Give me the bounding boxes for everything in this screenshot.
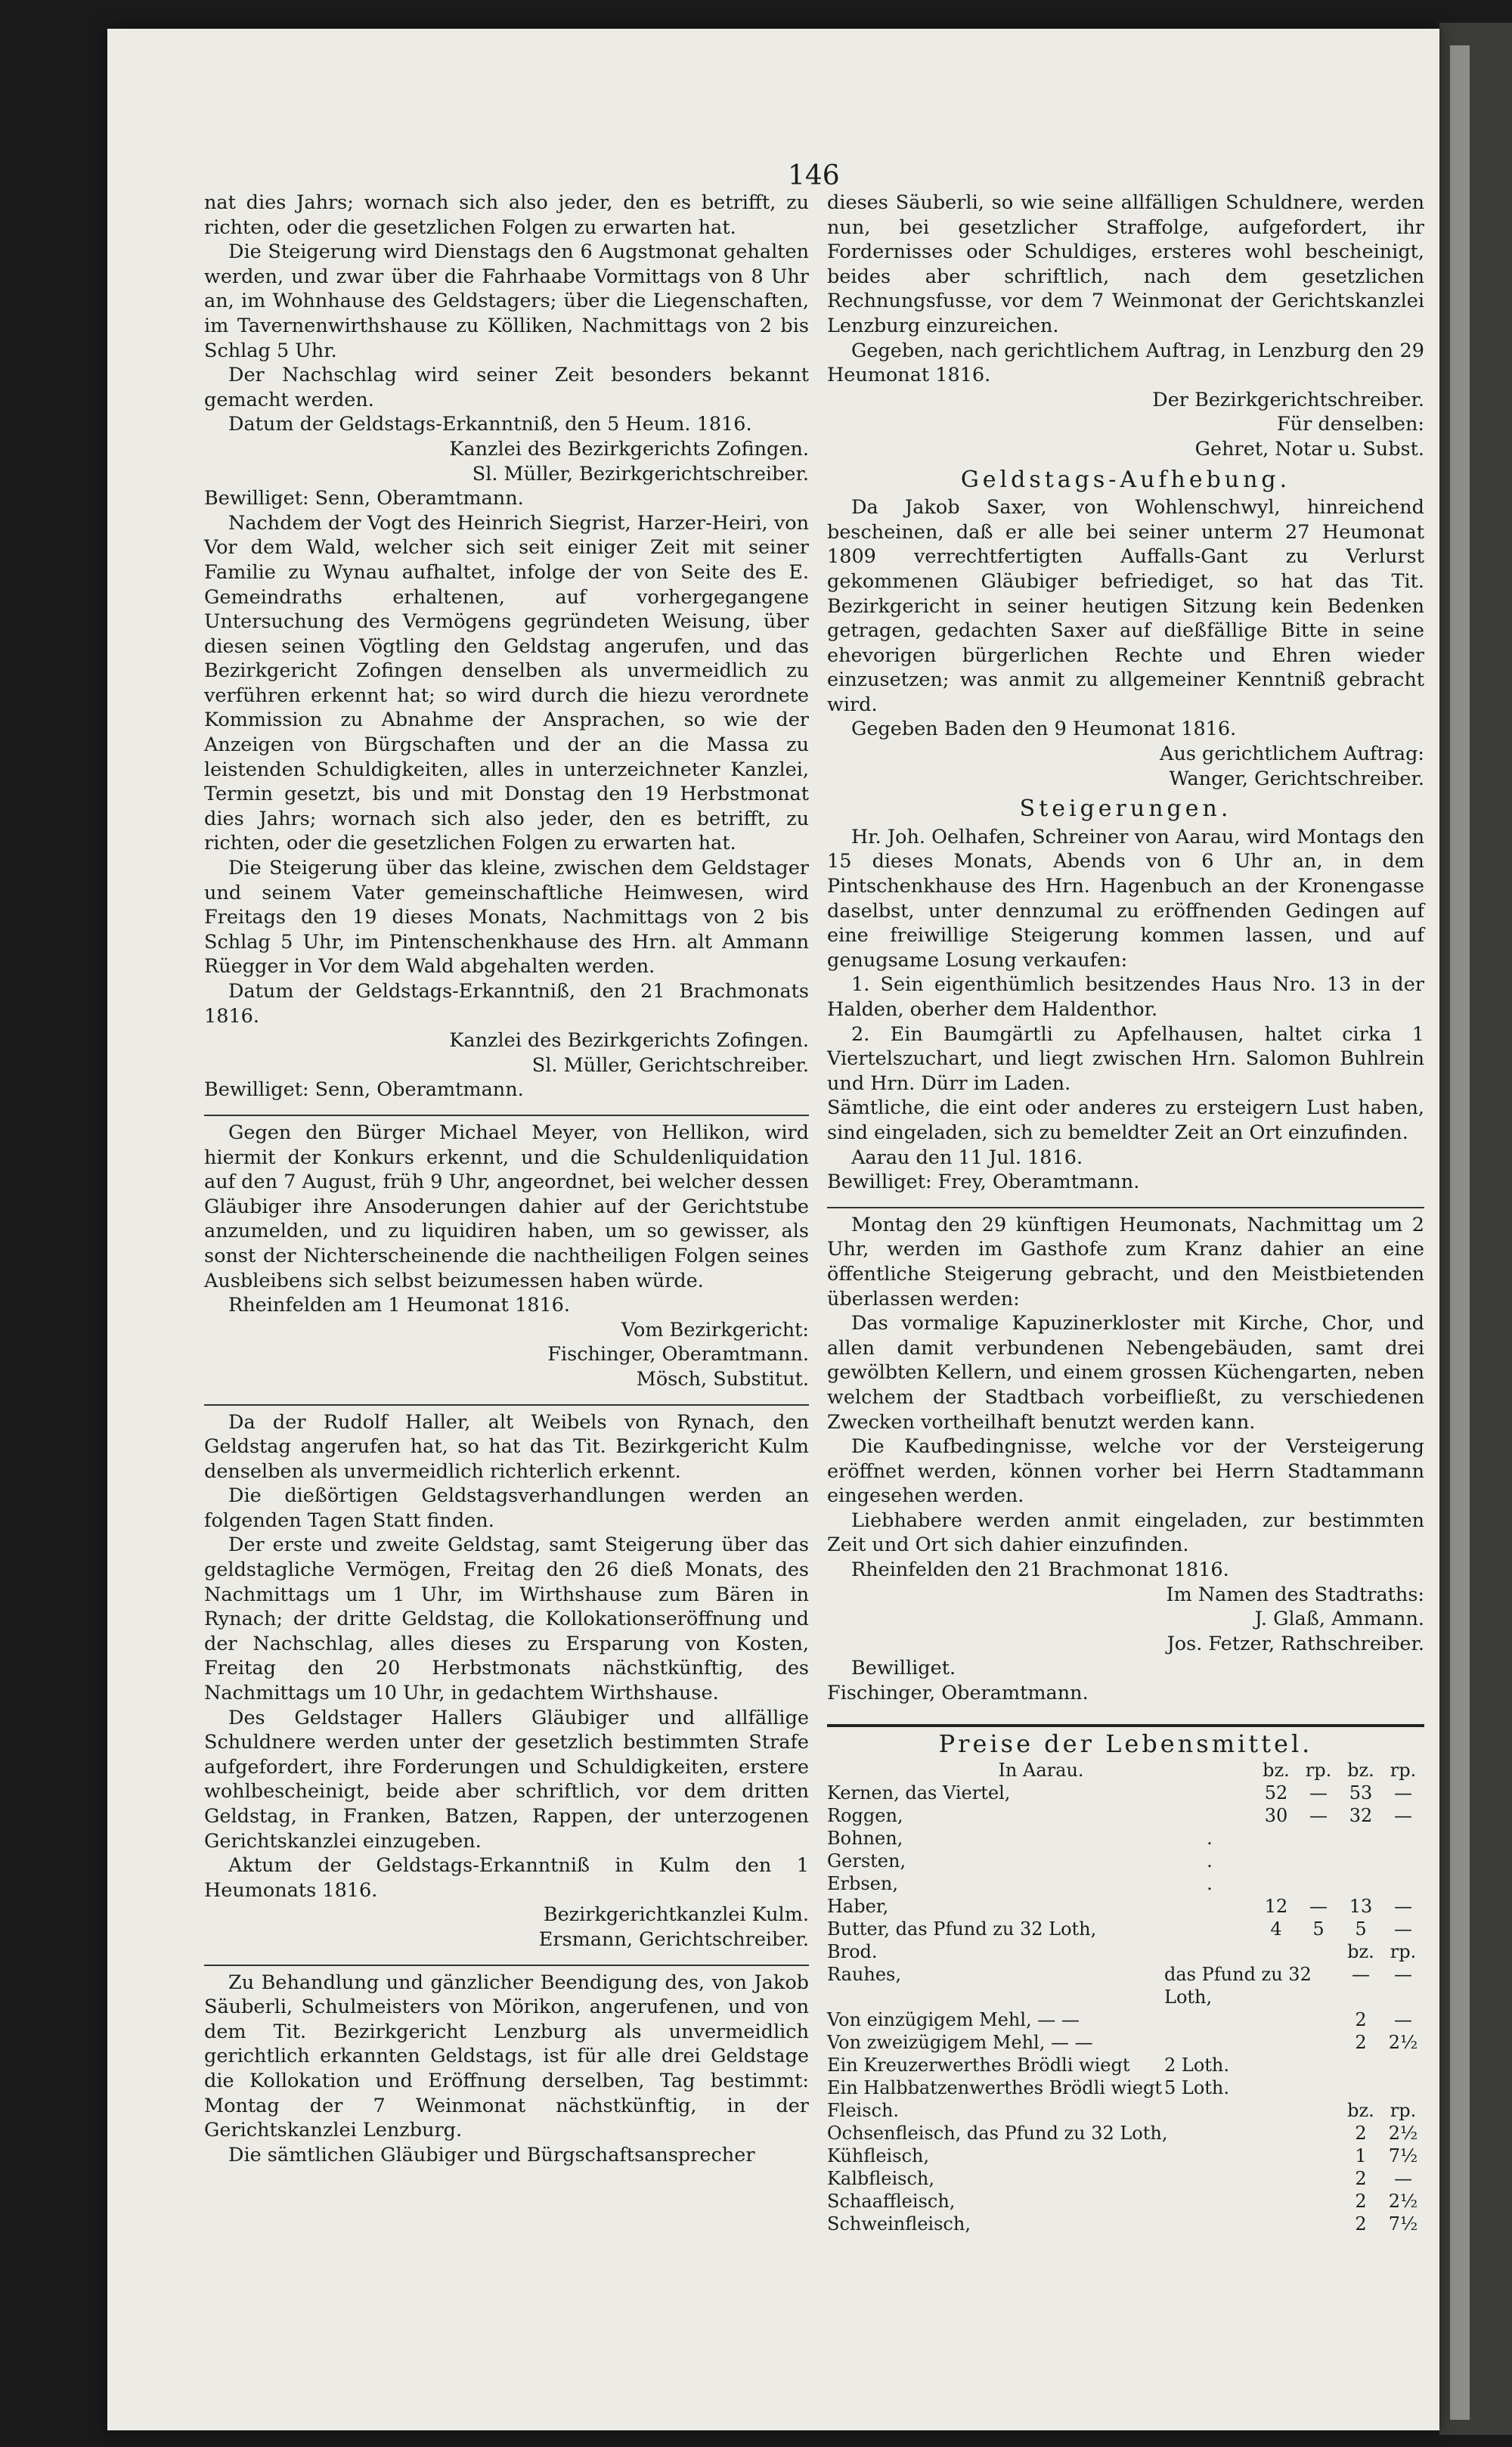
adjacent-page-strip	[1450, 45, 1470, 2420]
signature-line: Bezirkgerichtkanzlei Kulm.	[543, 1903, 809, 1927]
paragraph: Zu Behandlung und gänzlicher Beendigung des, von Jakob Säuberli, Schulmeisters von Mörikon, angerufenen, und von dem Tit. Bezirkgericht Lenzburg als unvermeidlich gerichtlich erkannten Geldstags, ist für alle drei Geldstage die Kollokation und Eröffnung derselben, Tag bestimmt: Montag der 7 Weinmonat nächstkünftig, in der Gerichtskanzlei Lenzburg.	[204, 1971, 809, 2142]
paragraph: Bewilliget.	[851, 1657, 956, 1680]
price-value: 2	[1355, 2123, 1367, 2145]
paragraph: Rheinfelden am 1 Heumonat 1816.	[228, 1294, 571, 1317]
column-header: rp.	[1305, 1760, 1332, 1782]
price-item: Haber,	[827, 1896, 889, 1918]
price-value: 13	[1349, 1896, 1373, 1918]
paragraph: Bewilliget: Frey, Oberamtmann.	[827, 1171, 1140, 1194]
column-header: rp.	[1390, 1760, 1417, 1782]
column-header: bz.	[1347, 2100, 1374, 2122]
signature-line: J. Glaß, Ammann.	[1254, 1608, 1424, 1631]
table-row	[827, 2190, 1424, 2213]
price-item-extra: 2 Loth.	[1164, 2055, 1230, 2076]
table-row	[827, 1759, 1424, 1782]
paragraph: Aarau den 11 Jul. 1816.	[851, 1146, 1083, 1169]
price-value	[1255, 1872, 1297, 1895]
price-value: 2½	[1388, 2191, 1418, 2213]
price-value	[1255, 1827, 1297, 1850]
paragraph: Die Steigerung über das kleine, zwischen dem Geldstager und seinem Vater gemeinschaftliche Heimwesen, wird Freitags den 19 dieses Monats, Nachmittags von 2 bis Schlag 5 Uhr, im Pintenschenkhause des Hrn. alt Ammann Rüegger in Vor dem Wald abgehalten werden.	[204, 857, 809, 978]
separator-rule	[827, 1207, 1424, 1208]
paragraph: Gegeben Baden den 9 Heumonat 1816.	[851, 718, 1237, 741]
signature-line: Fischinger, Oberamtmann.	[547, 1343, 809, 1366]
price-item: Gersten,	[827, 1850, 906, 1872]
paragraph: Sämtliche, die eint oder anderes zu ersteigern Lust haben, sind eingeladen, sich zu bemeldter Zeit an Ort einzufinden.	[827, 1096, 1424, 1144]
leader-dot	[1164, 1782, 1255, 1804]
price-value: —	[1394, 1782, 1412, 1804]
price-value	[1382, 1872, 1424, 1895]
signature-line: Ersmann, Gerichtschreiber.	[538, 1928, 809, 1951]
price-value	[1382, 1850, 1424, 1872]
price-value: —	[1394, 2168, 1412, 2190]
price-value: 4	[1270, 1918, 1282, 1940]
leader-dot: .	[1207, 1873, 1213, 1895]
price-value: 5	[1312, 1918, 1325, 1940]
price-item: Schweinfleisch,	[827, 2213, 971, 2235]
paragraph: Fischinger, Oberamtmann.	[827, 1682, 1089, 1705]
price-value	[1340, 1827, 1382, 1850]
column-header: bz.	[1263, 1760, 1290, 1782]
signature-line: Kanzlei des Bezirkgerichts Zofingen.	[449, 1029, 809, 1053]
price-item: Schaaffleisch,	[827, 2191, 956, 2213]
signature-line: Wanger, Gerichtschreiber.	[1169, 767, 1424, 790]
price-value: 2½	[1388, 2032, 1418, 2054]
table-row	[827, 2031, 1424, 2054]
price-value: —	[1394, 2009, 1412, 2031]
paragraph: Datum der Geldstags-Erkanntniß, den 21 Brachmonats 1816.	[204, 980, 809, 1028]
price-item-extra	[1164, 2031, 1340, 2054]
price-value: 7½	[1388, 2145, 1418, 2167]
price-value: 5	[1355, 1918, 1367, 1940]
paragraph: Montag den 29 künftigen Heumonats, Nachmittag um 2 Uhr, werden im Gasthofe zum Kranz dahier an eine öffentliche Steigerung gebracht, und den Meistbietenden überlassen werden:	[827, 1213, 1424, 1310]
table-row	[827, 2167, 1424, 2190]
paragraph: nat dies Jahrs; wornach sich also jeder, den es betrifft, zu richten, oder die gesetzlichen Folgen zu erwarten hat.	[204, 191, 809, 239]
signature-line: Gehret, Notar u. Subst.	[1194, 437, 1424, 461]
price-value: —	[1394, 1964, 1412, 1986]
price-value: 30	[1264, 1805, 1288, 1827]
table-row	[827, 2054, 1424, 2076]
paragraph: Gegeben, nach gerichtlichem Auftrag, in Lenzburg den 29 Heumonat 1816.	[827, 339, 1424, 387]
price-value	[1382, 2054, 1424, 2076]
price-value	[1255, 1850, 1297, 1872]
table-row	[827, 1963, 1424, 2008]
price-value	[1297, 1872, 1340, 1895]
table-row	[827, 1940, 1424, 1963]
leader-dot	[1164, 1804, 1255, 1827]
table-row	[827, 2122, 1424, 2145]
spacer	[1297, 1940, 1340, 1963]
price-item: Bohnen,	[827, 1828, 903, 1850]
price-item: Butter, das Pfund zu 32 Loth,	[827, 1918, 1097, 1940]
paragraph: Des Geldstager Hallers Gläubiger und allfällige Schuldnere werden unter der gesetzlich bestimmten Strafe aufgefordert, ihre Forderungen und Schuldigkeiten, erstere wohlbescheinigt, beide aber schriftlich, vor dem dritten Geldstag, in Franken, Batzen, Rappen, der unterzogenen Gerichtskanzlei einzugeben.	[204, 1706, 809, 1853]
column-header: rp.	[1390, 1941, 1417, 1963]
price-item: Ein Kreuzerwerthes Brödli wiegt	[827, 2055, 1130, 2076]
signature-line: Kanzlei des Bezirkgerichts Zofingen.	[449, 437, 809, 461]
paragraph: Datum der Geldstags-Erkanntniß, den 5 Heum. 1816.	[228, 413, 752, 436]
paragraph: Die Kaufbedingnisse, welche vor der Versteigerung eröffnet werden, können vorher bei Herrn Stadtammann eingesehen werden.	[827, 1435, 1424, 1508]
price-item: Kernen, das Viertel,	[827, 1782, 1011, 1804]
signature-line: Sl. Müller, Bezirkgerichtschreiber.	[472, 462, 809, 485]
paragraph: Die dießörtigen Geldstagsverhandlungen werden an folgenden Tagen Statt finden.	[204, 1484, 809, 1532]
price-value: 2½	[1388, 2123, 1418, 2145]
paragraph: Aktum der Geldstags-Erkanntniß in Kulm den 1 Heumonats 1816.	[204, 1854, 809, 1902]
price-value: 1	[1355, 2145, 1367, 2167]
prices-title: Preise der Lebensmittel.	[938, 1729, 1313, 1758]
column-header: bz.	[1347, 1760, 1374, 1782]
price-item: Kühfleisch,	[827, 2145, 930, 2167]
paragraph: Nachdem der Vogt des Heinrich Siegrist, Harzer-Heiri, von Vor dem Wald, welcher sich seit einiger Zeit mit seiner Familie zu Wynau aufhaltet, infolge der von Seite des E. Gemeindraths erhaltenen, auf vorhergegangene Untersuchung des Vermögens gegründeten Weisung, über diesen seinen Vögtling den Geldstag angerufen, und das Bezirkgericht Zofingen denselben als unvermeidlich zu verführen erkennt hat; so wird durch die hiezu verordnete Kommission zu Abnahme der Ansprachen, so wie der Anzeigen von Bürgschaften und der an die Massa zu leistenden Schuldigkeiten, alles in unterzeichneter Kanzlei, Termin gesetzt, bis und mit Donstag den 19 Herbstmonat dies Jahrs; wornach sich also jeder, den es betrifft, zu richten, oder die gesetzlichen Folgen zu erwarten hat.	[204, 511, 809, 855]
section-heading: Steigerungen.	[1019, 796, 1232, 823]
paragraph: 1. Sein eigenthümlich besitzendes Haus Nro. 13 in der Halden, oberher dem Haldenthor.	[827, 973, 1424, 1021]
right-column-text	[827, 191, 1424, 1706]
signature-line: Sl. Müller, Gerichtschreiber.	[531, 1053, 809, 1077]
prices-place: In Aarau.	[998, 1760, 1084, 1782]
paragraph: Die Steigerung wird Dienstags den 6 Augstmonat gehalten werden, und zwar über die Fahrhaabe Vormittags von 8 Uhr an, im Wohnhause des Geldstagers; über die Liegenschaften, im Tavernenwirthshause zu Kölliken, Nachmittags von 2 bis Schlag 5 Uhr.	[204, 240, 809, 362]
price-item: Von einzügigem Mehl, — —	[827, 2009, 1080, 2031]
signature-line: Im Namen des Stadtraths:	[1166, 1583, 1424, 1606]
price-item-extra: 5 Loth.	[1164, 2077, 1230, 2099]
price-value: —	[1309, 1782, 1328, 1804]
table-row	[827, 2145, 1424, 2167]
prices-table	[827, 1759, 1424, 2235]
meat-label: Fleisch.	[827, 2100, 900, 2122]
leader-dot: .	[1207, 1828, 1213, 1850]
table-row	[827, 1827, 1424, 1850]
price-value: —	[1394, 1896, 1412, 1918]
price-value	[1297, 1827, 1340, 1850]
spacer	[1255, 2099, 1297, 2122]
price-value	[1340, 2076, 1382, 2099]
table-row	[827, 1804, 1424, 1827]
left-column	[204, 191, 809, 2167]
price-value: 2	[1355, 2032, 1367, 2054]
paragraph: dieses Säuberli, so wie seine allfälligen Schuldnere, werden nun, bei gesetzlicher Straffolge, aufgefordert, ihr Fordernisses oder Schuldiges, ersteres wohl bescheinigt, beides aber schriftlich, nach dem gesetzlichen Rechnungsfusse, vor dem 7 Weinmonat der Gerichtskanzlei Lenzburg einzureichen.	[827, 191, 1424, 337]
table-row	[827, 1850, 1424, 1872]
column-header: bz.	[1347, 1941, 1374, 1963]
price-value	[1340, 2054, 1382, 2076]
paragraph: Das vormalige Kapuzinerkloster mit Kirche, Chor, und allen damit verbundenen Nebengebäuden, samt drei gewölbten Kellern, und einem grossen Küchengarten, neben welchem der Stadtbach vorbeifließt, zu verschiedenen Zwecken vortheilhaft benutzt werden kann.	[827, 1312, 1424, 1434]
separator-rule	[204, 1965, 809, 1966]
price-item: Ein Halbbatzenwerthes Brödli wiegt	[827, 2077, 1162, 2099]
price-item-extra	[1164, 2008, 1340, 2031]
price-item: Erbsen,	[827, 1873, 898, 1895]
paragraph: Bewilliget: Senn, Oberamtmann.	[204, 487, 524, 510]
right-column	[827, 191, 1424, 2235]
signature-line: Vom Bezirkgericht:	[621, 1318, 809, 1341]
paragraph: Die sämtlichen Gläubiger und Bürgschaftsansprecher	[228, 2143, 755, 2166]
price-value: 2	[1355, 2009, 1367, 2031]
section-heading: Geldstags-Aufhebung.	[960, 466, 1291, 493]
price-item: Von zweizügigem Mehl, — —	[827, 2032, 1093, 2054]
table-row	[827, 2213, 1424, 2235]
price-value: 52	[1264, 1782, 1288, 1804]
price-value	[1297, 1850, 1340, 1872]
paragraph: Da der Rudolf Haller, alt Weibels von Rynach, den Geldstag angerufen hat, so hat das Tit. Bezirkgericht Kulm denselben als unvermeidlich richterlich erkennt.	[204, 1410, 809, 1483]
signature-line: Der Bezirkgerichtschreiber.	[1152, 388, 1424, 411]
price-item: Kalbfleisch,	[827, 2168, 935, 2190]
table-row	[827, 1918, 1424, 1940]
leader-dot	[1164, 1918, 1255, 1940]
signature-line: Aus gerichtlichem Auftrag:	[1160, 743, 1424, 766]
paragraph: Der erste und zweite Geldstag, samt Steigerung über das geldstagliche Vermögen, Freitag den 26 dieß Monats, des Nachmittags um 1 Uhr, im Wirthshause zum Bären in Rynach; der dritte Geldstag, die Kollokationseröffnung und der Nachschlag, alles dieses zu Ersparung von Kosten, Freitag den 20 Herbstmonats nächstkünftig, des Nachmittags um 10 Uhr, in gedachtem Wirthshause.	[204, 1534, 809, 1705]
signature-line: Für denselben:	[1276, 413, 1424, 436]
spacer	[1164, 1940, 1255, 1963]
table-row	[827, 1872, 1424, 1895]
price-item-extra: das Pfund zu 32 Loth,	[1164, 1964, 1312, 2008]
price-item: Rauhes,	[827, 1964, 901, 1986]
paragraph: Rheinfelden den 21 Brachmonat 1816.	[851, 1558, 1229, 1582]
leader-dot: .	[1207, 1850, 1213, 1872]
spacer	[1255, 1940, 1297, 1963]
price-value: 7½	[1388, 2213, 1418, 2235]
column-header: rp.	[1390, 2100, 1417, 2122]
separator-rule	[204, 1404, 809, 1406]
paragraph: Da Jakob Saxer, von Wohlenschwyl, hinreichend bescheinen, daß er alle bei seiner unterm 27 Heumonat 1809 verrechtfertigten Auffalls-Gant zu Verlurst gekommenen Gläubiger befriediget, so hat das Tit. Bezirkgericht in seiner heutigen Sitzung kein Bedenken getragen, gedachten Saxer auf dießfällige Bitte in seine ehevorigen bürgerlichen Rechte und Ehren wieder einzusetzen; was anmit zu allgemeiner Kenntniß gebracht wird.	[827, 496, 1424, 716]
price-value: —	[1309, 1896, 1328, 1918]
paragraph: Bewilliget: Senn, Oberamtmann.	[204, 1078, 524, 1102]
price-value: 32	[1349, 1805, 1373, 1827]
table-row	[827, 2076, 1424, 2099]
spacer	[1164, 2099, 1255, 2122]
price-value	[1382, 2076, 1424, 2099]
price-value: —	[1394, 1805, 1412, 1827]
price-value	[1340, 1850, 1382, 1872]
paragraph: 2. Ein Baumgärtli zu Apfelhausen, haltet cirka 1 Viertelszuchart, und liegt zwischen Hrn. Salomon Buhlrein und Hrn. Dürr im Laden.	[827, 1022, 1424, 1095]
paragraph: Hr. Joh. Oelhafen, Schreiner von Aarau, wird Montags den 15 dieses Monats, Abends von 6 Uhr an, in dem Pintschenkhause des Hrn. Hagenbuch an der Kronengasse daselbst, unter dennzumal zu eröffnenden Gedingen auf eine freiwillige Steigerung kommen lassen, und auf genugsame Losung verkaufen:	[827, 825, 1424, 972]
price-value: —	[1309, 1805, 1328, 1827]
price-value	[1340, 1872, 1382, 1895]
prices-top-rule	[827, 1724, 1424, 1727]
price-value	[1382, 1827, 1424, 1850]
bread-label: Brod.	[827, 1941, 878, 1963]
table-row	[827, 2008, 1424, 2031]
price-value: 2	[1355, 2168, 1367, 2190]
separator-rule	[204, 1115, 809, 1116]
paragraph: Liebhabere werden anmit eingeladen, zur bestimmten Zeit und Ort sich dahier einzufinden.	[827, 1509, 1424, 1557]
paragraph: Gegen den Bürger Michael Meyer, von Hellikon, wird hiermit der Konkurs erkennt, und die Schuldenliquidation auf den 7 August, früh 9 Uhr, angeordnet, bei welcher dessen Gläubiger ihre Ansoderungen dahier auf der Gerichtstube anzumelden, und zu liquidiren haben, um so gewisser, als sonst der Nichterscheinende die nachtheiligen Folgen seines Ausbleibens sich selbst beizumessen haben würde.	[204, 1121, 809, 1292]
signature-line: Jos. Fetzer, Rathschreiber.	[1167, 1632, 1424, 1655]
price-value: 12	[1264, 1896, 1288, 1918]
table-row	[827, 2099, 1424, 2122]
price-item: Ochsenfleisch, das Pfund zu 32 Loth,	[827, 2123, 1168, 2145]
table-row	[827, 1895, 1424, 1918]
price-value: —	[1352, 1964, 1370, 1986]
spacer	[1297, 2099, 1340, 2122]
price-value: 53	[1349, 1782, 1373, 1804]
price-value: 2	[1355, 2213, 1367, 2235]
table-row	[827, 1782, 1424, 1804]
price-item: Roggen,	[827, 1805, 903, 1827]
paragraph: Der Nachschlag wird seiner Zeit besonders bekannt gemacht werden.	[204, 364, 809, 411]
leader-dot	[1164, 1895, 1255, 1918]
signature-line: Mösch, Substitut.	[636, 1367, 809, 1391]
price-value: 2	[1355, 2191, 1367, 2213]
price-value: —	[1394, 1918, 1412, 1940]
page-number: 146	[788, 160, 840, 191]
